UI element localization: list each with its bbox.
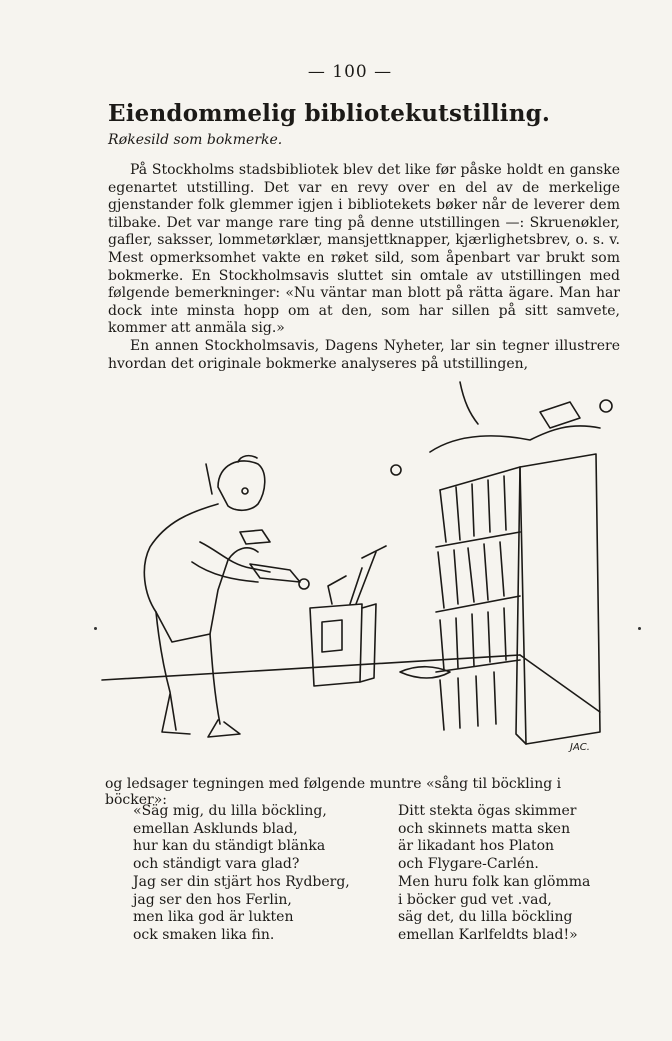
article-subtitle: Røkesild som bokmerke. (108, 132, 283, 148)
poem-line: «Säg mig, du lilla böckling, (133, 803, 327, 819)
poem-line: och Flygare-Carlén. (398, 856, 539, 873)
poem-line: ock smaken lika fin. (133, 926, 275, 943)
poem-column-right (398, 803, 590, 945)
cartoon-illustration (100, 372, 630, 762)
poem-line: och skinnets matta sken (398, 820, 571, 837)
poem-line: emellan Asklunds blad, (133, 820, 298, 837)
article-body (108, 162, 620, 373)
poem-column-left (133, 803, 350, 945)
illustration-signature: JAC. (570, 742, 590, 753)
poem-line: men lika god är lukten (133, 909, 294, 926)
print-speck (94, 627, 97, 630)
poem-line: och ständigt vara glad? (133, 856, 300, 873)
poem-line: emellan Karlfeldts blad!» (398, 926, 578, 943)
poem-line: Jag ser din stjärt hos Rydberg, (133, 873, 350, 890)
poem-line: är likadant hos Platon (398, 838, 555, 855)
poem-line: hur kan du ständigt blänka (133, 838, 326, 855)
poem-line: jag ser den hos Ferlin, (133, 891, 292, 908)
illustration-caption: og ledsager tegningen med følgende muntre «sång til böckling i böcker»: (105, 776, 562, 808)
print-speck (638, 627, 641, 630)
poem-line: i böcker gud vet .vad, (398, 891, 552, 908)
paragraph: En annen Stockholmsavis, Dagens Nyheter, lar sin tegner illustrere hvordan det originale bokmerke analyseres på utstillingen, (108, 337, 620, 372)
article-title: Eiendommelig bibliotekutstilling. (108, 100, 551, 127)
paragraph: På Stockholms stadsbibliotek blev det like før påske holdt en ganske egenartet utstilling. Det var en revy over en del av de merkelige gjenstander folk glemmer igjen i bibliotekets bøker når de leverer dem tilbake. Det var mange rare ting på denne utstillingen —: Skruenøkler, gafler, saksser, lommetørklær, mansjettknapper, kjærlighetsbrev, o. s. v. Mest opmerksomhet vakte en røket sild, som åpenbart var brukt som bokmerke. En Stockholmsavis sluttet sin omtale av utstillingen med følgende bemerkninger: «Nu väntar man blott på rätta ägare. Man har dock inte minsta hopp om at den, som har sillen på sitt samvete, kommer att anmäla sig.» (108, 162, 620, 337)
page-number: — 100 — (307, 62, 393, 82)
poem-line: Ditt stekta ögas skimmer (398, 803, 577, 819)
poem-line: säg det, du lilla böckling (398, 909, 573, 926)
poem-line: Men huru folk kan glömma (398, 873, 591, 890)
